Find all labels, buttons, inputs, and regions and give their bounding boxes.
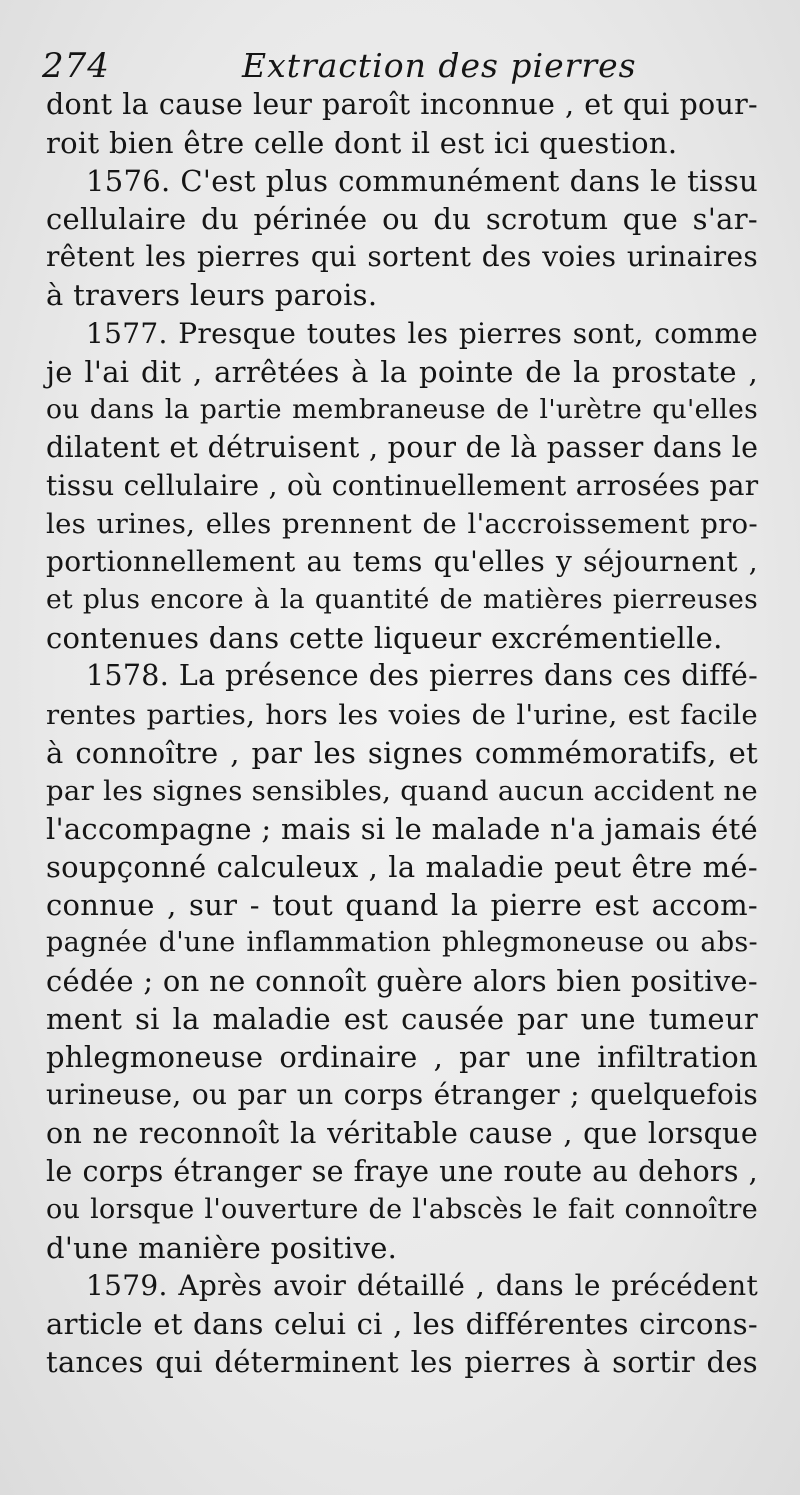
text-line: phlegmoneuse ordinaire , par une infiltration bbox=[46, 1040, 758, 1075]
text-line: je l'ai dit , arrêtées à la pointe de la prostate , bbox=[46, 354, 758, 389]
text-line: 1579. Après avoir détaillé , dans le précédent bbox=[86, 1268, 758, 1302]
text-line: cellulaire du périnée ou du scrotum que s'ar- bbox=[46, 202, 758, 237]
text-line: contenues dans cette liqueur excrémentielle. bbox=[46, 621, 723, 656]
text-line: rêtent les pierres qui sortent des voies urinaires bbox=[46, 240, 758, 274]
text-line: et plus encore à la quantité de matières pierreuses bbox=[46, 584, 758, 616]
text-line: dont la cause leur paroît inconnue , et qui pour- bbox=[46, 88, 758, 121]
text-line: ment si la maladie est causée par une tumeur bbox=[46, 1002, 758, 1037]
text-line: ou lorsque l'ouverture de l'abscès le fait connoître bbox=[46, 1193, 758, 1225]
text-line: roit bien être celle dont il est ici question. bbox=[46, 126, 678, 161]
text-line: ou dans la partie membraneuse de l'urètre qu'elles bbox=[46, 393, 758, 425]
text-line: dilatent et détruisent , pour de là passer dans le bbox=[46, 430, 759, 464]
text-line: 1577. Presque toutes les pierres sont, comme bbox=[86, 316, 758, 350]
text-line: connue , sur - tout quand la pierre est accom- bbox=[46, 887, 758, 922]
text-line: rentes parties, hors les voies de l'urine, est facile bbox=[46, 698, 758, 731]
text-line: à travers leurs parois. bbox=[46, 278, 378, 313]
text-line: à connoître , par les signes commémoratifs, et bbox=[46, 735, 758, 770]
text-line: tances qui déterminent les pierres à sortir des bbox=[46, 1345, 758, 1380]
text-line: pagnée d'une inflammation phlegmoneuse ou abs- bbox=[46, 927, 758, 959]
body-text bbox=[46, 86, 758, 1381]
text-line: soupçonné calculeux , la maladie peut être mé- bbox=[46, 849, 758, 884]
text-line: article et dans celui ci , les différentes circons- bbox=[46, 1307, 758, 1341]
text-line: urineuse, ou par un corps étranger ; quelquefois bbox=[46, 1078, 758, 1112]
text-line: les urines, elles prennent de l'accroissement pro- bbox=[46, 508, 758, 541]
text-line: le corps étranger se fraye une route au dehors , bbox=[46, 1154, 758, 1188]
running-title: Extraction des pierres bbox=[242, 46, 637, 85]
text-line: 1578. La présence des pierres dans ces diffé- bbox=[86, 659, 758, 693]
text-line: on ne reconnoît la véritable cause , que lorsque bbox=[46, 1116, 758, 1150]
text-line: l'accompagne ; mais si le malade n'a jamais été bbox=[46, 811, 758, 846]
text-line: portionnellement au tems qu'elles y séjournent , bbox=[46, 545, 758, 579]
text-line: cédée ; on ne connoît guère alors bien positive- bbox=[46, 964, 758, 999]
text-line: 1576. C'est plus communément dans le tissu bbox=[86, 164, 758, 199]
text-line: d'une manière positive. bbox=[46, 1230, 398, 1265]
text-line: par les signes sensibles, quand aucun accident ne bbox=[46, 774, 758, 807]
page-header bbox=[42, 40, 762, 90]
text-line: tissu cellulaire , où continuellement arrosées par bbox=[46, 468, 759, 502]
page-number: 274 bbox=[42, 46, 110, 86]
